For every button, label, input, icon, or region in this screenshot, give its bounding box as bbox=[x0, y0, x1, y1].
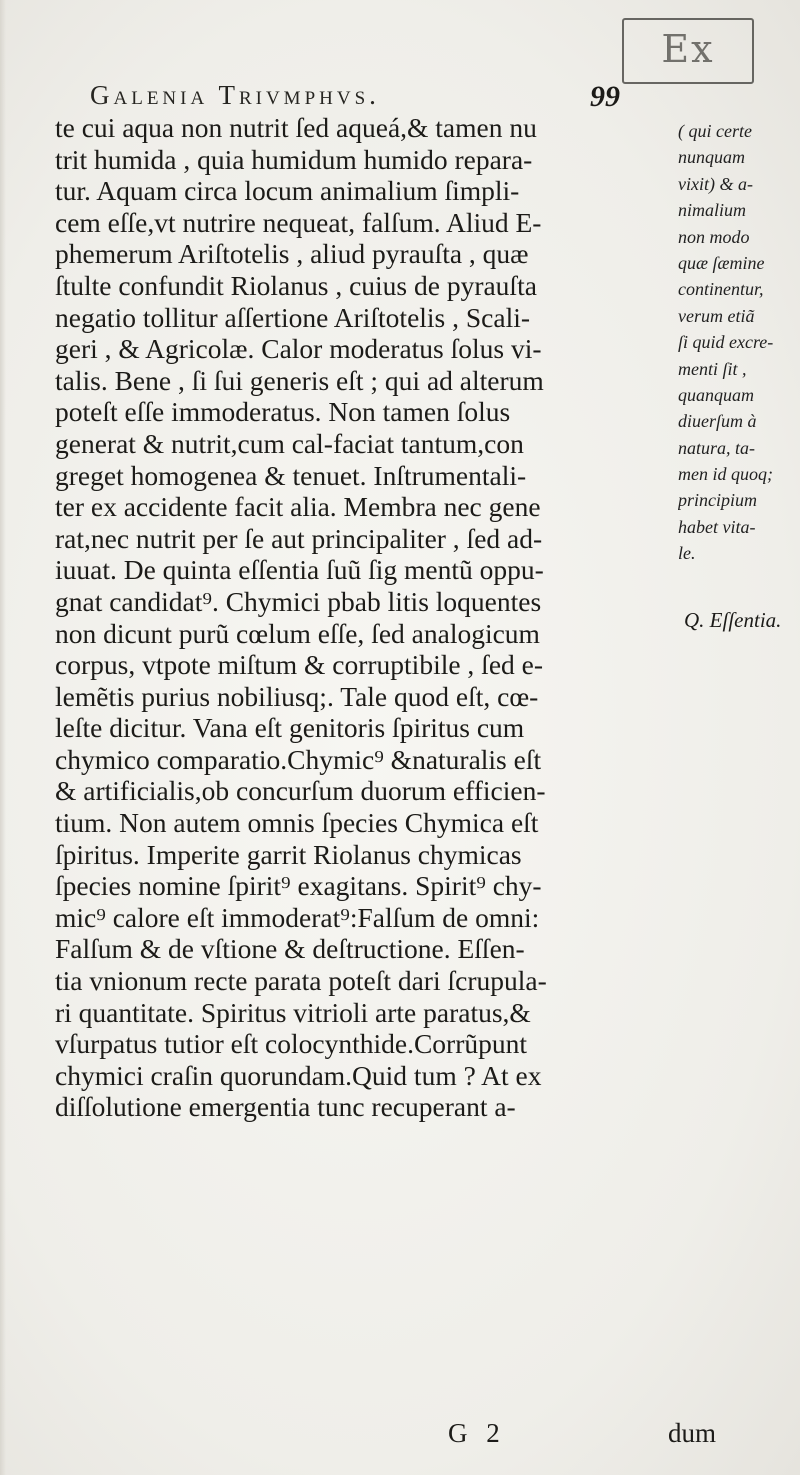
text-line: non dicunt purũ cœlum eſſe, ſed analogicum bbox=[55, 617, 540, 649]
margin-gloss-line: continentur, bbox=[678, 279, 764, 300]
text-line: ri quantitate. Spiritus vitrioli arte paratus,& bbox=[55, 996, 531, 1028]
text-line: te cui aqua non nutrit ſed aqueá,& tamen nu bbox=[55, 112, 537, 143]
text-line: phemerum Ariſtotelis , aliud pyrauſta , quæ bbox=[55, 238, 529, 270]
text-line: lemẽtis purius nobiliusq;. Tale quod eſt, cœ- bbox=[55, 680, 539, 712]
margin-gloss-line: ( qui certe bbox=[678, 121, 752, 141]
text-line: tia vnionum recte parata poteſt dari ſcrupula- bbox=[55, 965, 547, 997]
text-line: ſpiritus. Imperite garrit Riolanus chymicas bbox=[55, 838, 522, 870]
text-line: chymici craſin quorundam.Quid tum ? At ex bbox=[55, 1059, 542, 1091]
text-line: ſtulte confundit Riolanus , cuius de pyrauſta bbox=[55, 269, 537, 301]
text-line: cem eſſe,vt nutrire nequeat, falſum. Aliud E- bbox=[55, 206, 542, 238]
margin-gloss-line: le. bbox=[678, 543, 696, 564]
body-text bbox=[55, 112, 665, 1123]
text-line: talis. Bene , ſi ſui generis eſt ; qui ad alterum bbox=[55, 364, 544, 396]
text-line: ter ex accidente facit alia. Membra nec gene bbox=[55, 491, 541, 523]
text-line: iuuat. De quinta eſſentia ſuũ ſig mentũ oppu- bbox=[55, 554, 544, 586]
text-line: generat & nutrit,cum cal-faciat tantum,con bbox=[55, 427, 524, 459]
signature-mark: G 2 bbox=[448, 1418, 506, 1448]
margin-gloss-line: verum etiã bbox=[678, 305, 755, 326]
margin-gloss-line: non modo bbox=[678, 226, 750, 247]
text-line: mic⁹ calore eſt immoderat⁹:Falſum de omni: bbox=[55, 901, 540, 933]
text-line: poteſt eſſe immoderatus. Non tamen ſolus bbox=[55, 396, 511, 428]
stamp-text: Ex bbox=[661, 27, 715, 71]
text-line: trit humida , quia humidum humido repara- bbox=[55, 143, 533, 175]
margin-gloss-line: quanquam bbox=[678, 384, 754, 405]
page-number: 99 bbox=[590, 80, 620, 113]
margin-gloss-line: quæ ſæmine bbox=[678, 252, 765, 273]
text-line: vſurpatus tutior eſt colocynthide.Corrũpunt bbox=[55, 1028, 527, 1060]
text-line: chymico comparatio.Chymic⁹ &naturalis eſt bbox=[55, 743, 542, 775]
text-line: tium. Non autem omnis ſpecies Chymica eſt bbox=[55, 807, 539, 839]
text-line: geri , & Agricolæ. Calor moderatus ſolus vi- bbox=[55, 333, 542, 365]
text-line: gnat candidat⁹. Chymici pbab litis loquentes bbox=[55, 585, 542, 617]
margin-gloss-line: nunquam bbox=[678, 147, 745, 168]
text-line: diſſolutione emergentia tunc recuperant a- bbox=[55, 1091, 516, 1123]
text-line: tur. Aquam circa locum animalium ſimpli- bbox=[55, 175, 520, 207]
text-line: leſte dicitur. Vana eſt genitoris ſpiritus cum bbox=[55, 712, 525, 744]
page-footer bbox=[0, 1418, 800, 1458]
library-stamp bbox=[622, 18, 754, 84]
gutter-shadow bbox=[0, 0, 6, 1475]
text-line: Falſum & de vſtione & deſtructione. Eſſen- bbox=[55, 933, 525, 965]
margin-gloss-line: vixit) & a- bbox=[678, 173, 753, 194]
margin-gloss-line: principium bbox=[678, 490, 757, 511]
margin-gloss-line: men id quoq; bbox=[678, 464, 773, 485]
text-line: corpus, vtpote miſtum & corruptibile , ſed e- bbox=[55, 649, 544, 681]
margin-gloss bbox=[678, 118, 798, 567]
margin-gloss-line: nimalium bbox=[678, 200, 747, 221]
margin-note-essentia: Q. Eſſentia. bbox=[684, 608, 782, 632]
text-line: & artificialis,ob concurſum duorum efficien- bbox=[55, 775, 546, 807]
running-title: Galenia Trivmphvs. bbox=[90, 80, 380, 110]
text-line: negatio tollitur aſſertione Ariſtotelis , Scali- bbox=[55, 301, 531, 333]
text-line: rat,nec nutrit per ſe aut principaliter , ſed ad- bbox=[55, 522, 543, 554]
catchword: dum bbox=[668, 1418, 717, 1448]
margin-gloss-line: habet vita- bbox=[678, 516, 756, 537]
margin-gloss-line: natura, ta- bbox=[678, 437, 756, 458]
margin-gloss-line: menti ſit , bbox=[678, 358, 747, 379]
text-line: ſpecies nomine ſpirit⁹ exagitans. Spirit⁹ chy- bbox=[55, 870, 542, 902]
margin-gloss-line: diuerſum à bbox=[678, 411, 757, 432]
margin-gloss-line: ſi quid excre- bbox=[678, 332, 774, 353]
text-line: greget homogenea & tenuet. Inſtrumentali- bbox=[55, 459, 527, 491]
